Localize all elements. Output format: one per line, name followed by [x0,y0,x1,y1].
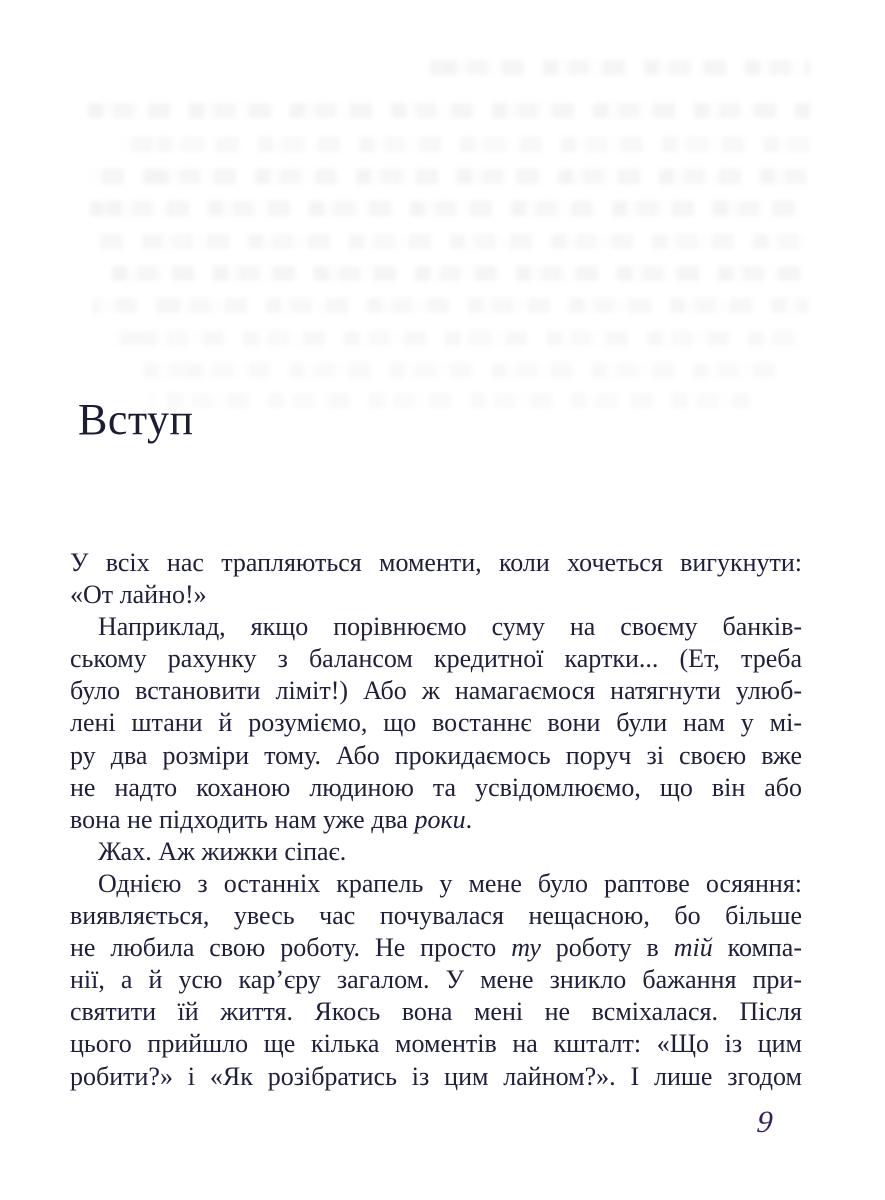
bleedthrough-line [430,60,810,75]
text-line: ському рахунку з балансом кредитної картки... (Ет, треба [70,644,802,674]
bleedthrough-line [88,103,812,118]
bleedthrough-line [130,363,780,378]
bleedthrough-line [92,298,808,313]
bleedthrough-line [120,137,812,152]
bleedthrough-line [112,331,800,346]
text-line: ру два розміри тому. Або прокидаємось поруч зі своєю вже [70,740,802,770]
chapter-title: Вступ [78,395,194,444]
text-line: Жах. Аж жижки сіпає. [98,836,347,866]
text-line: Однією з останніх крапель у мене було раптове осяяння: [98,868,802,898]
text-line: не любила свою роботу. Не просто ту роботу в тій компа- [70,933,802,963]
bleedthrough-line [104,266,804,281]
text-line: «От лайно!» [70,580,207,610]
text-line: лені штани й розуміємо, що востаннє вони були нам у мі- [70,708,802,738]
bleedthrough-line [90,169,808,184]
text-line: було встановити ліміт!) Або ж намагаємося натягнути улюб- [70,676,802,706]
text-line: У всіх нас трапляються моменти, коли хочеться вигукнути: [70,548,802,577]
bleedthrough-line [150,393,750,408]
text-line: Наприклад, якщо порівнюємо суму на своєму банків- [98,612,802,642]
bleedthrough-line [95,234,807,249]
text-line: робити?» і «Як розібратись із цим лайном?». І лише згодом [70,1061,802,1091]
body-text [70,547,802,1093]
text-line: не надто коханою людиною та усвідомлюємо, що він або [70,772,802,802]
text-line: святити їй життя. Якось вона мені не всміхалася. Після [70,997,802,1027]
bleedthrough-line [86,201,810,216]
text-line: нії, а й усю кар’єру загалом. У мене зникло бажання при- [70,965,802,995]
text-line: цього прийшло ще кілька моментів на кшталт: «Що із цим [70,1029,802,1059]
page-number: 9 [755,1104,775,1139]
text-line: вона не підходить нам уже два роки. [70,804,473,834]
text-line: виявляється, увесь час почувалася нещасною, бо більше [70,901,802,931]
